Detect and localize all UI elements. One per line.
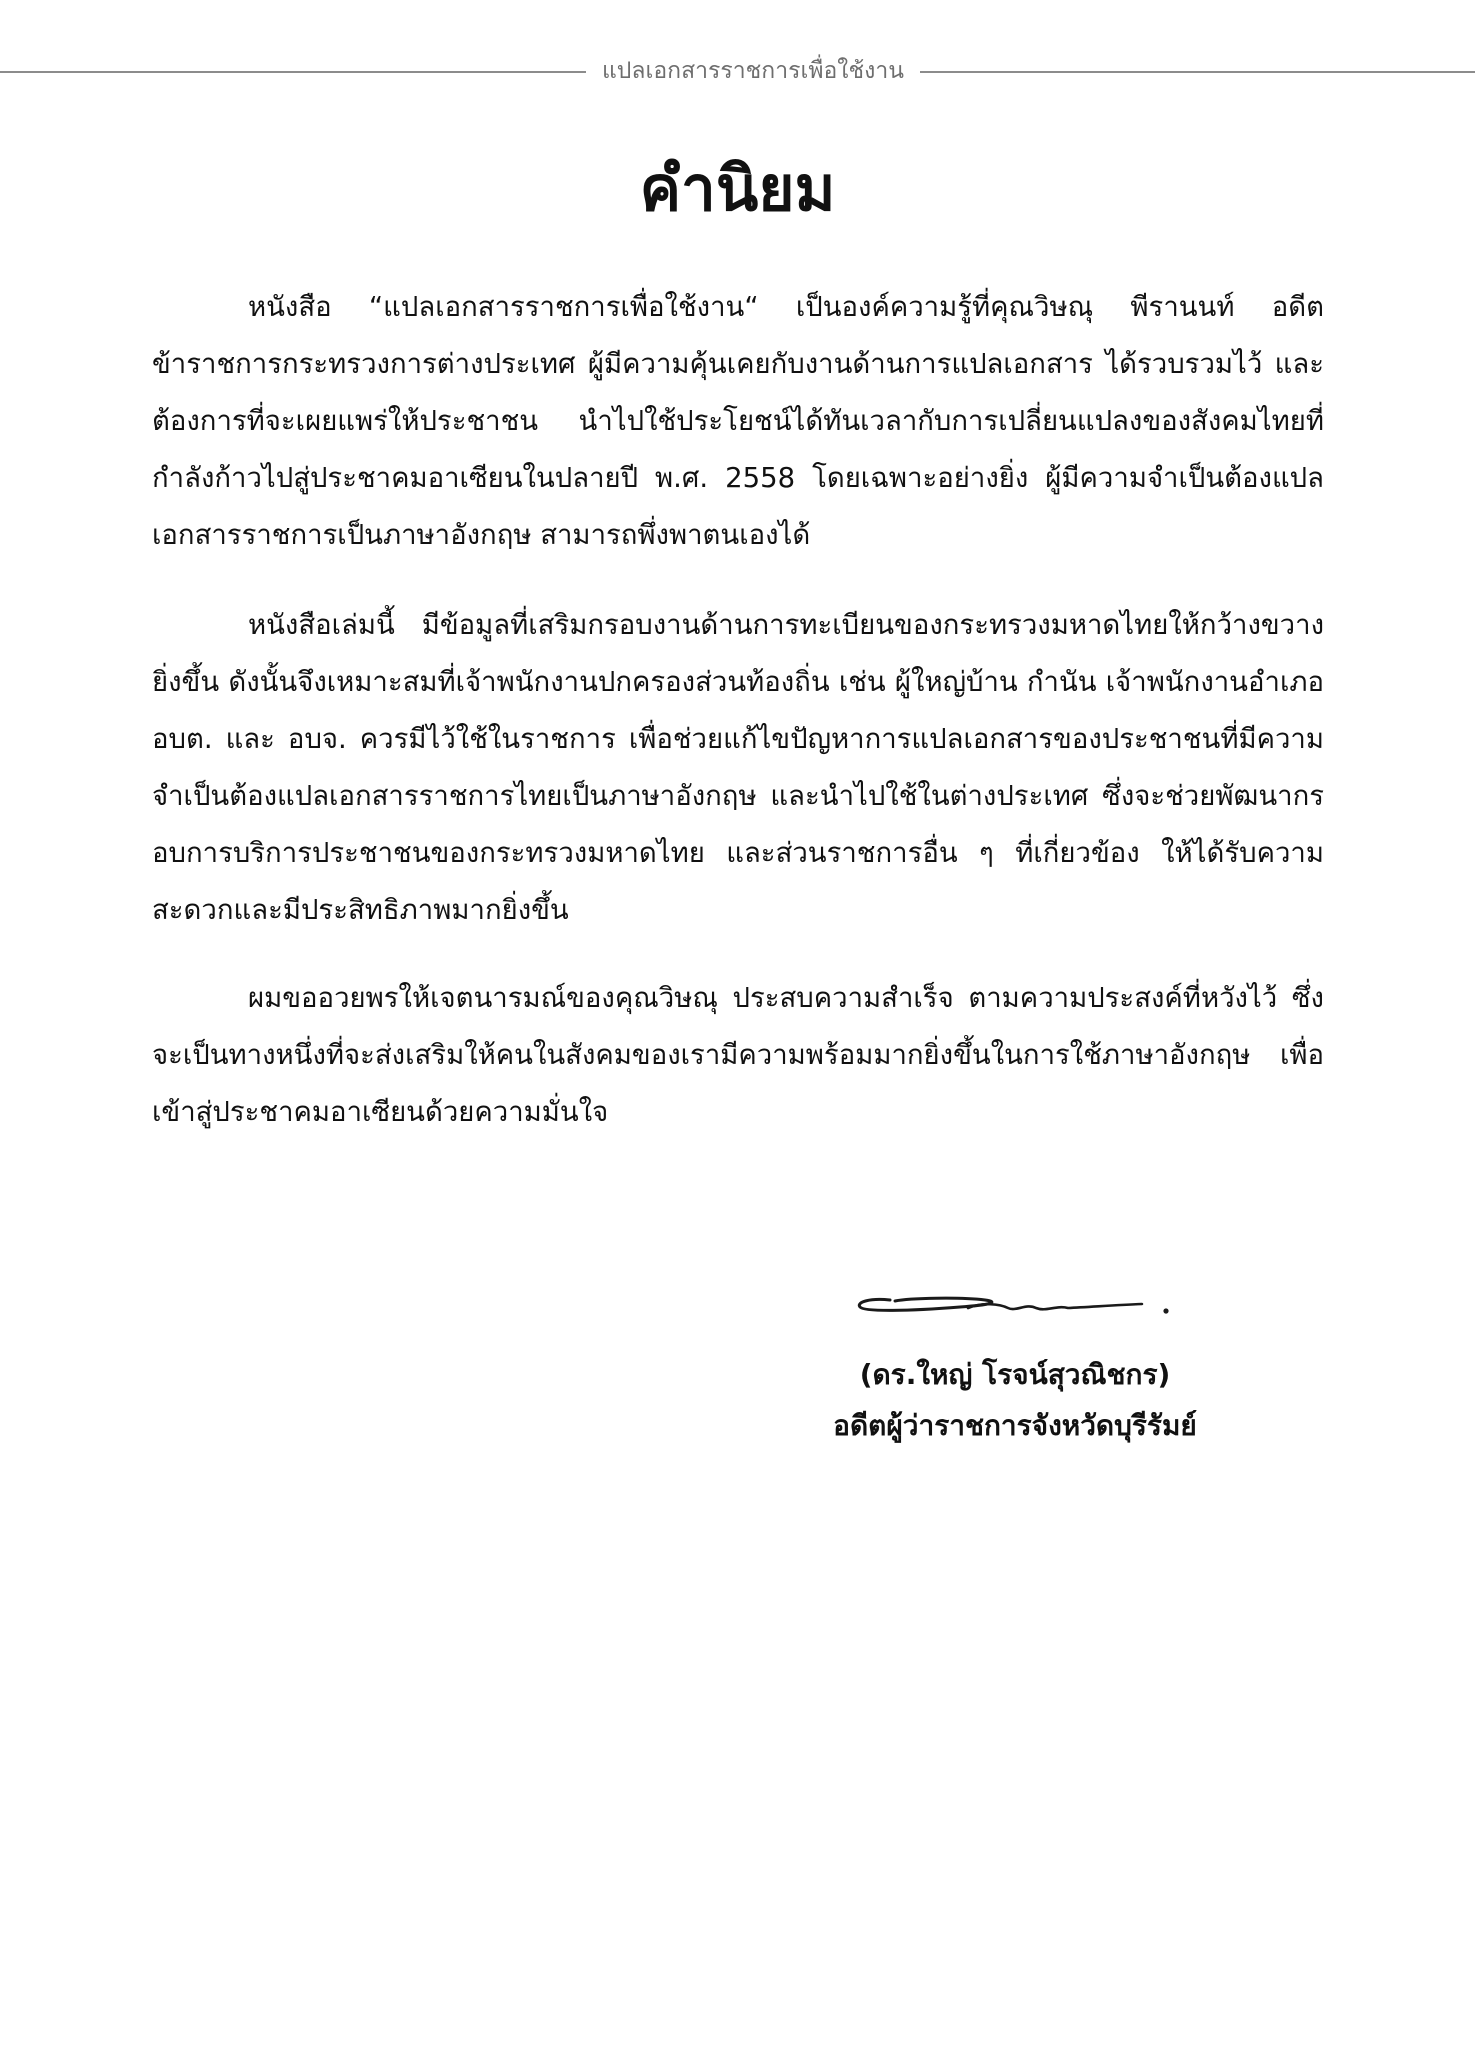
signatory-position: อดีตผู้ว่าราชการจังหวัดบุรีรัมย์ bbox=[833, 1409, 1197, 1442]
page-title: คำนิยม bbox=[639, 152, 836, 225]
paragraph-3: ผมขออวยพรให้เจตนารมณ์ของคุณวิษณุ ประสบความสำเร็จ ตามความประสงค์ที่หวังไว้ ซึ่งจะเป็นทางหนึ่งที่จะส่งเสริมให้คนในสังคมของเรามีความพร้อมมากยิ่งขึ้นในการใช้ภาษาอังกฤษ เพื่อเข้าสู่ประชาคมอาเซียนด้วยความมั่นใจ bbox=[152, 982, 1324, 1128]
signatory-name: (ดร.ใหญ่ โรจน์สุวณิชกร) bbox=[859, 1358, 1171, 1391]
running-title: แปลเอกสารราชการเพื่อใช้งาน bbox=[601, 58, 905, 84]
header-rule-right bbox=[920, 71, 1475, 73]
handwritten-signature bbox=[850, 1286, 1180, 1326]
header-rule-left bbox=[0, 71, 586, 73]
running-header bbox=[0, 50, 1475, 90]
paragraph-1: หนังสือ “แปลเอกสารราชการเพื่อใช้งาน“ เป็นองค์ความรู้ที่คุณวิษณุ พีรานนท์ อดีตข้าราชการกระทรวงการต่างประเทศ ผู้มีความคุ้นเคยกับงานด้านการแปลเอกสาร ได้รวบรวมไว้ และต้องการที่จะเผยแพร่ให้ประชาชน นำไปใช้ประโยชน์ได้ทันเวลากับการเปลี่ยนแปลงของสังคมไทยที่กำลังก้าวไปสู่ประชาคมอาเซียนในปลายปี พ.ศ. 2558 โดยเฉพาะอย่างยิ่ง ผู้มีความจำเป็นต้องแปลเอกสารราชการเป็นภาษาอังกฤษ สามารถพึ่งพาตนเองได้ bbox=[152, 291, 1324, 551]
paragraph-2: หนังสือเล่มนี้ มีข้อมูลที่เสริมกรอบงานด้านการทะเบียนของกระทรวงมหาดไทยให้กว้างขวางยิ่งขึ้น ดังนั้นจึงเหมาะสมที่เจ้าพนักงานปกครองส่วนท้องถิ่น เช่น ผู้ใหญ่บ้าน กำนัน เจ้าพนักงานอำเภอ อบต. และ อบจ. ควรมีไว้ใช้ในราชการ เพื่อช่วยแก้ไขปัญหาการแปลเอกสารของประชาชนที่มีความจำเป็นต้องแปลเอกสารราชการไทยเป็นภาษาอังกฤษ และนำไปใช้ในต่างประเทศ ซึ่งจะช่วยพัฒนากรอบการบริการประชาชนของกระทรวงมหาดไทย และส่วนราชการอื่น ๆ ที่เกี่ยวข้อง ให้ได้รับความสะดวกและมีประสิทธิภาพมากยิ่งขึ้น bbox=[152, 609, 1324, 926]
